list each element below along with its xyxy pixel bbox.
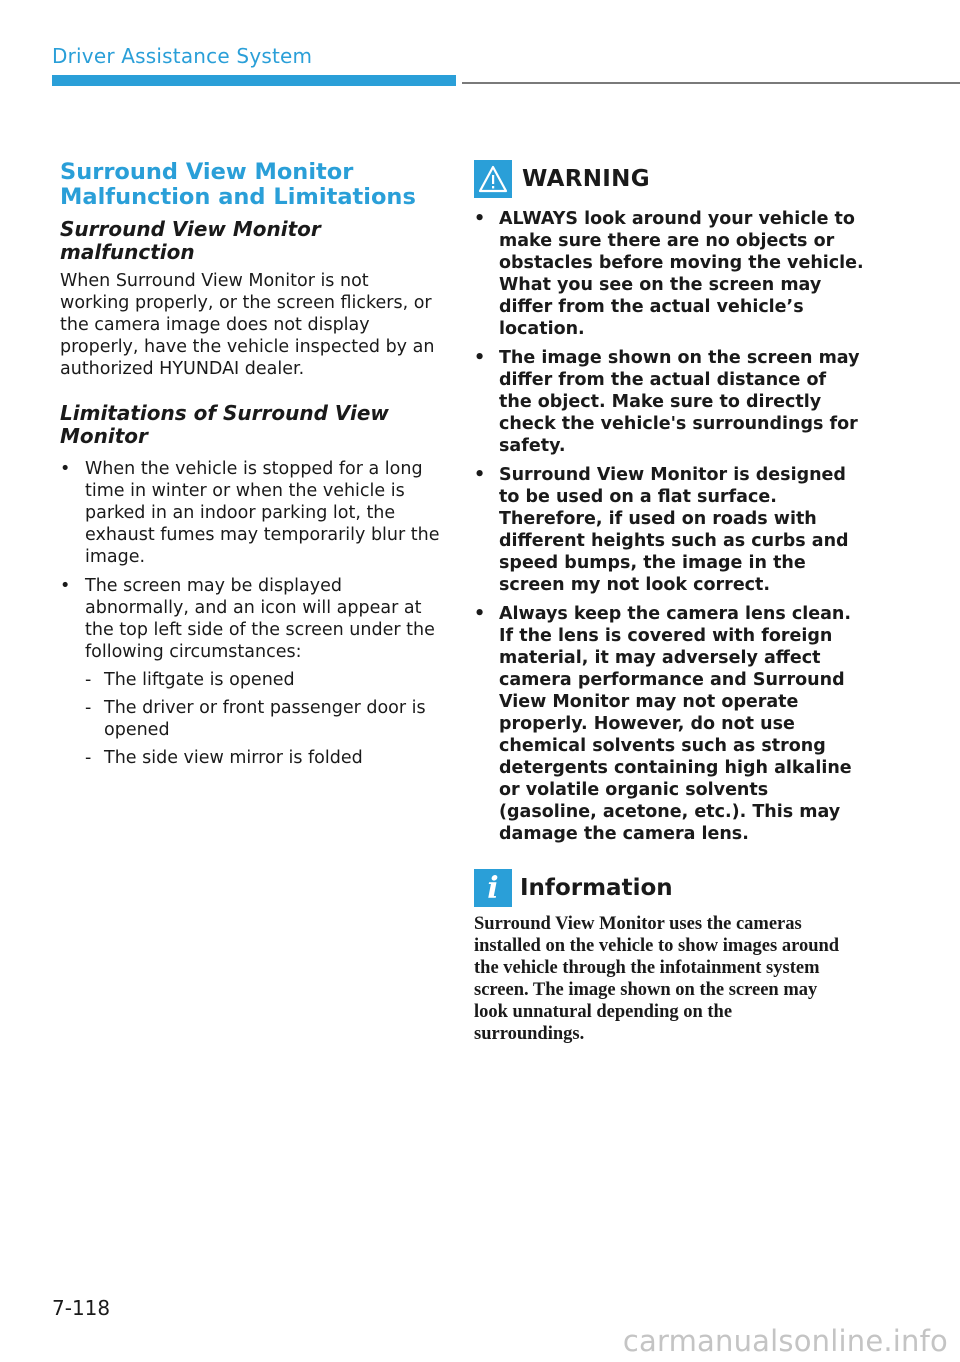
chapter-title: Driver Assistance System: [52, 44, 313, 68]
info-i-icon: i: [474, 869, 512, 907]
list-item-text: The screen may be displayed abnormally, and an icon will appear at the top left side of the screen under the following circumstances:: [85, 576, 435, 662]
header-accent-bar: [52, 75, 456, 86]
section-title: [60, 160, 440, 210]
information-text: Surround View Monitor uses the cameras installed on the vehicle to show images around the vehicle through the infotainment system screen. The image shown on the screen may look unnatural depending on the surroundings.: [474, 914, 840, 1044]
list-item-text: When the vehicle is stopped for a long time in winter or when the vehicle is parked in an indoor parking lot, the exhaust fumes may temporarily blur the image.: [85, 459, 440, 567]
left-column: [60, 160, 440, 776]
sub-list-item-text: The liftgate is opened: [104, 670, 295, 690]
sub-list-item-text: The driver or front passenger door is opened: [104, 698, 426, 740]
warning-triangle-icon: [474, 160, 512, 198]
warning-label: WARNING: [522, 166, 650, 192]
limitations-list: [60, 458, 440, 769]
warning-item-text: Always keep the camera lens clean. If the lens is covered with foreign material, it may adversely affect camera performance and Surround View Monitor may not operate properly. However, do not use chemical solvents such as strong detergents containing high alkaline or volatile organic solvents (gasoline, acetone, etc.). This may damage the camera lens.: [499, 604, 852, 844]
dash-marker: -: [85, 670, 92, 690]
bullet-dot: •: [60, 459, 71, 479]
warning-item-text: ALWAYS look around your vehicle to make sure there are no objects or obstacles before moving the vehicle. What you see on the screen may differ from the actual vehicle’s location.: [499, 209, 864, 339]
list-item: [60, 575, 440, 769]
circumstances-list: [85, 669, 440, 769]
dash-marker: -: [85, 698, 92, 718]
sub-list-item: [85, 669, 440, 691]
sub-list-item: [85, 747, 440, 769]
list-item: [60, 458, 440, 568]
right-column: [474, 160, 864, 1045]
malfunction-heading: Surround View Monitor malfunction: [60, 217, 321, 264]
sub-list-item: [85, 697, 440, 741]
warning-item: [474, 464, 864, 596]
warning-header: [474, 160, 864, 198]
bullet-dot: •: [474, 348, 486, 368]
information-label: Information: [520, 875, 673, 901]
sub-list-item-text: The side view mirror is folded: [104, 748, 363, 768]
dash-marker: -: [85, 748, 92, 768]
bullet-dot: •: [60, 576, 71, 596]
warning-list: [474, 208, 864, 845]
information-header: [474, 869, 864, 907]
bullet-dot: •: [474, 465, 486, 485]
warning-item-text: The image shown on the screen may differ from the actual distance of the object. Make sure to directly check the vehicle's surroundings for safety.: [499, 348, 860, 456]
page-number: 7-118: [52, 1296, 111, 1320]
limitations-heading: Limitations of Surround View Monitor: [60, 401, 389, 448]
warning-item: [474, 347, 864, 457]
section-title-line1: Surround View Monitor: [60, 159, 354, 185]
warning-item: [474, 603, 864, 845]
section-title-line2: Malfunction and Limitations: [60, 184, 416, 210]
malfunction-paragraph: When Surround View Monitor is not working properly, or the screen flickers, or the camera image does not display properly, have the vehicle inspected by an authorized HYUNDAI dealer.: [60, 271, 435, 379]
watermark: carmanualsonline.info: [622, 1324, 948, 1358]
bullet-dot: •: [474, 209, 486, 229]
header-rule: [462, 82, 960, 84]
bullet-dot: •: [474, 604, 486, 624]
warning-item: [474, 208, 864, 340]
warning-item-text: Surround View Monitor is designed to be used on a flat surface. Therefore, if used on roads with different heights such as curbs and speed bumps, the image in the screen my not look correct.: [499, 465, 849, 595]
